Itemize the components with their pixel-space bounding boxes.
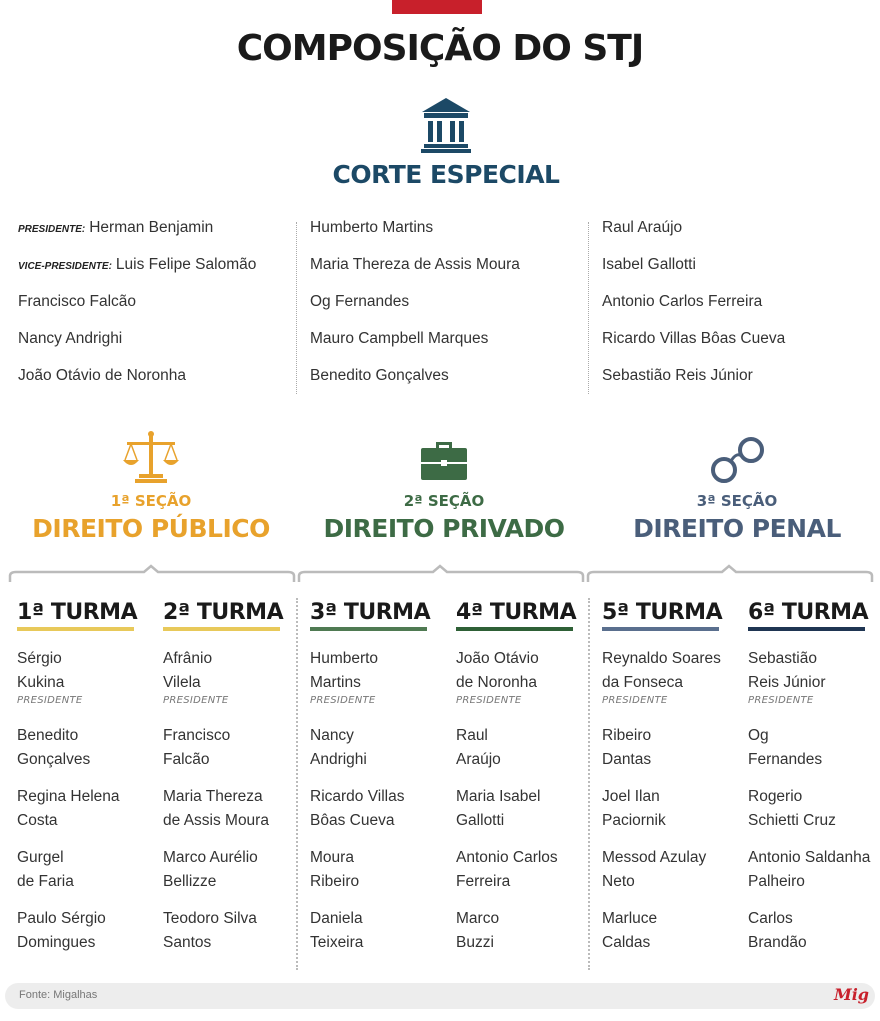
turma-member xyxy=(602,647,737,724)
corte-especial-column-2 xyxy=(310,219,520,404)
role-label: VICE-PRESIDENTE: xyxy=(18,261,112,272)
member-name: João Otávio de Noronha xyxy=(456,650,539,691)
ce-member: Raul Araújo xyxy=(602,219,683,236)
president-label: PRESIDENTE xyxy=(456,695,522,706)
turma-member xyxy=(163,724,298,785)
turma-underline xyxy=(748,627,865,631)
turma-title: 4ª TURMA xyxy=(456,600,577,625)
member-name: Paulo Sérgio Domingues xyxy=(17,910,106,951)
ce-member: Mauro Campbell Marques xyxy=(310,330,489,347)
president-label: PRESIDENTE xyxy=(17,695,83,706)
member-name: Og Fernandes xyxy=(748,727,823,768)
corte-especial-column-3 xyxy=(602,219,785,404)
secao-name: DIREITO PENAL xyxy=(633,514,841,543)
turma-member xyxy=(748,846,880,907)
member-name: Herman Benjamin xyxy=(89,219,214,236)
turma-title: 2ª TURMA xyxy=(163,600,284,625)
secao-3-brace xyxy=(586,564,874,584)
member-name: Regina Helena Costa xyxy=(17,788,120,829)
corte-especial-title: CORTE ESPECIAL xyxy=(332,160,560,189)
briefcase-icon xyxy=(414,428,474,488)
member-name: Ricardo Villas Bôas Cueva xyxy=(310,788,405,829)
member-name: Gurgel de Faria xyxy=(17,849,74,890)
handcuffs-icon xyxy=(707,428,767,488)
member-name: Sérgio Kukina xyxy=(17,650,65,691)
president-label: PRESIDENTE xyxy=(163,695,229,706)
member-name: Ribeiro Dantas xyxy=(602,727,652,768)
member-name: Francisco Falcão xyxy=(18,293,137,310)
member-name: Maria Thereza de Assis Moura xyxy=(163,788,269,829)
turma-1 xyxy=(17,600,152,968)
secao-number: 3ª SEÇÃO xyxy=(696,492,778,510)
ce-member: Humberto Martins xyxy=(310,219,434,236)
ce-member xyxy=(18,293,256,330)
turma-5 xyxy=(602,600,737,968)
ce-member xyxy=(18,256,256,293)
member-name: Rogerio Schietti Cruz xyxy=(748,788,836,829)
member-name: Nancy Andrighi xyxy=(18,330,123,347)
turma-member xyxy=(748,785,880,846)
turma-title: 1ª TURMA xyxy=(17,600,138,625)
turma-title: 3ª TURMA xyxy=(310,600,431,625)
top-accent-bar xyxy=(392,0,482,14)
turma-member xyxy=(17,907,152,968)
secao-2 xyxy=(294,428,594,543)
corte-especial-column-1 xyxy=(18,219,256,404)
turma-member xyxy=(602,785,737,846)
secao-1 xyxy=(1,428,301,543)
role-label: PRESIDENTE: xyxy=(18,224,86,235)
member-name: João Otávio de Noronha xyxy=(18,367,187,384)
secao-2-brace xyxy=(297,564,585,584)
column-divider xyxy=(296,222,297,394)
member-name: Humberto Martins xyxy=(310,650,379,691)
footer-bar xyxy=(5,983,875,1009)
member-name: Teodoro Silva Santos xyxy=(163,910,257,951)
turma-member xyxy=(602,724,737,785)
member-name: Moura Ribeiro xyxy=(310,849,360,890)
president-label: PRESIDENTE xyxy=(748,695,814,706)
member-name: Luis Felipe Salomão xyxy=(115,256,257,273)
turma-underline xyxy=(602,627,719,631)
ce-member: Og Fernandes xyxy=(310,293,410,310)
column-divider xyxy=(588,222,589,394)
turma-member xyxy=(748,907,880,968)
turma-member xyxy=(17,846,152,907)
turma-underline xyxy=(17,627,134,631)
member-name: Benedito Gonçalves xyxy=(17,727,91,768)
secao-number: 2ª SEÇÃO xyxy=(403,492,485,510)
member-name: Marco Buzzi xyxy=(456,910,500,951)
ce-member: Ricardo Villas Bôas Cueva xyxy=(602,330,786,347)
turma-member xyxy=(163,647,298,724)
member-name: Daniela Teixeira xyxy=(310,910,364,951)
turma-member xyxy=(748,724,880,785)
turma-member xyxy=(163,785,298,846)
member-name: Raul Araújo xyxy=(456,727,501,768)
secao-3 xyxy=(587,428,880,543)
turma-member xyxy=(456,785,591,846)
ce-member xyxy=(18,330,256,367)
member-name: Messod Azulay Neto xyxy=(602,849,707,890)
turma-member xyxy=(602,846,737,907)
turma-member xyxy=(456,846,591,907)
migalhas-logo: Mig xyxy=(834,985,869,1004)
page-title: COMPOSIÇÃO DO STJ xyxy=(236,28,644,69)
turma-member xyxy=(163,846,298,907)
secao-1-brace xyxy=(8,564,296,584)
ce-member: Antonio Carlos Ferreira xyxy=(602,293,763,310)
turma-6 xyxy=(748,600,880,968)
turma-title: 5ª TURMA xyxy=(602,600,723,625)
turma-underline xyxy=(456,627,573,631)
secao-number: 1ª SEÇÃO xyxy=(110,492,192,510)
member-name: Marluce Caldas xyxy=(602,910,658,951)
ce-member: Benedito Gonçalves xyxy=(310,367,449,384)
secao-name: DIREITO PÚBLICO xyxy=(32,514,270,543)
turma-2 xyxy=(163,600,298,968)
turma-underline xyxy=(163,627,280,631)
member-name: Maria Isabel Gallotti xyxy=(456,788,541,829)
turma-member xyxy=(310,647,445,724)
turma-member xyxy=(456,724,591,785)
member-name: Joel Ilan Paciornik xyxy=(602,788,666,829)
turma-member xyxy=(310,846,445,907)
member-name: Francisco Falcão xyxy=(163,727,231,768)
ce-member: Maria Thereza de Assis Moura xyxy=(310,256,520,273)
turma-member xyxy=(17,647,152,724)
ce-member: Sebastião Reis Júnior xyxy=(602,367,753,384)
president-label: PRESIDENTE xyxy=(602,695,668,706)
turma-member xyxy=(602,907,737,968)
member-name: Antonio Saldanha Palheiro xyxy=(748,849,871,890)
turma-4 xyxy=(456,600,591,968)
turma-member xyxy=(17,724,152,785)
turma-title: 6ª TURMA xyxy=(748,600,869,625)
scales-icon xyxy=(121,428,181,488)
turma-3 xyxy=(310,600,445,968)
secao-name: DIREITO PRIVADO xyxy=(323,514,565,543)
member-name: Afrânio Vilela xyxy=(163,650,213,691)
source-credit: Fonte: Migalhas xyxy=(19,989,98,1001)
turma-underline xyxy=(310,627,427,631)
ce-member: Isabel Gallotti xyxy=(602,256,696,273)
president-label: PRESIDENTE xyxy=(310,695,376,706)
turma-member xyxy=(748,647,880,724)
courthouse-icon xyxy=(420,96,472,154)
ce-member xyxy=(18,219,256,256)
turma-member xyxy=(17,785,152,846)
turma-member xyxy=(310,907,445,968)
turma-member xyxy=(310,785,445,846)
member-name: Nancy Andrighi xyxy=(310,727,367,768)
member-name: Antonio Carlos Ferreira xyxy=(456,849,558,890)
turma-member xyxy=(456,907,591,968)
member-name: Carlos Brandão xyxy=(748,910,807,951)
turma-member xyxy=(163,907,298,968)
member-name: Marco Aurélio Bellizze xyxy=(163,849,258,890)
member-name: Sebastião Reis Júnior xyxy=(748,650,826,691)
turma-member xyxy=(456,647,591,724)
member-name: Reynaldo Soares da Fonseca xyxy=(602,650,721,691)
turma-member xyxy=(310,724,445,785)
ce-member xyxy=(18,367,256,404)
